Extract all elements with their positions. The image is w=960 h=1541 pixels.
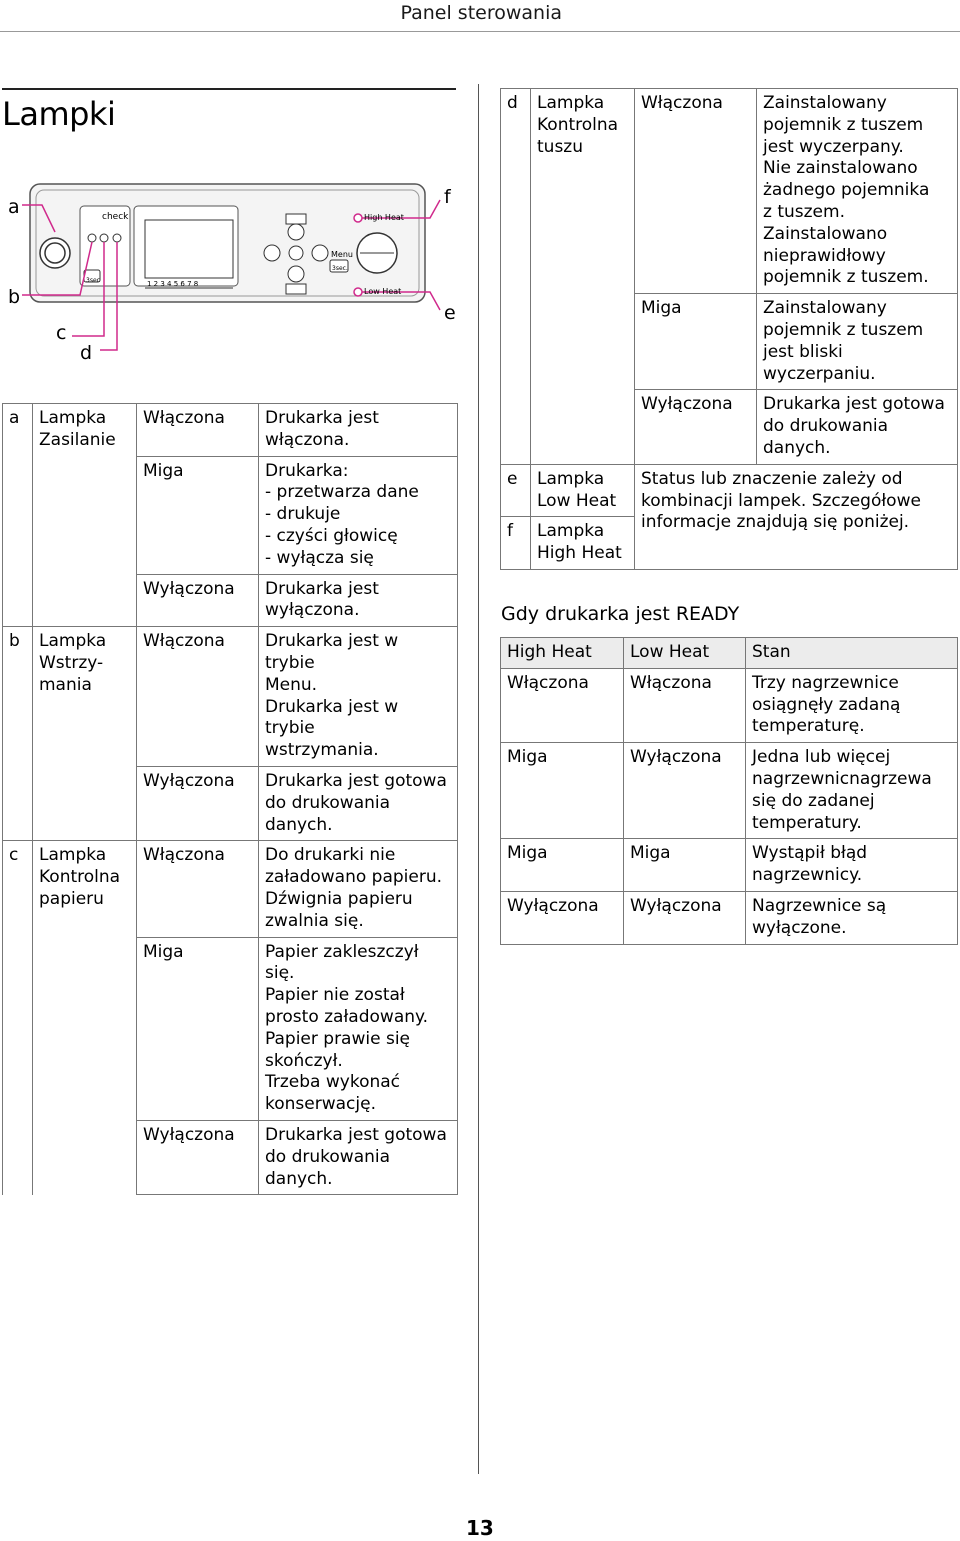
lamp-key: d [501,89,531,465]
section-rule [2,88,456,90]
lamp-state: Włączona [137,841,259,937]
lamp-description: Drukarka jest włączona. [259,404,458,457]
lamp-state: Wyłączona [635,390,757,464]
lamp-name: Lampka Kontrolna papieru [33,841,137,1195]
control-panel-figure [0,180,470,370]
ready-high-heat: Miga [501,743,624,839]
lamp-state: Włączona [635,89,757,294]
ready-state: Jedna lub więcej nagrzewnicnagrzewa się do zadanej temperatury. [746,743,958,839]
ready-table-header [501,638,958,669]
ready-state: Wystąpił błąd nagrzewnicy. [746,839,958,892]
page-number: 13 [466,1516,494,1540]
lamp-key: c [3,841,33,1195]
lamp-state: Miga [137,456,259,574]
lights-table-left [2,403,458,1195]
ready-state: Nagrzewnice są wyłączone. [746,891,958,944]
column-divider [478,84,479,1474]
lights-table-left-body [3,404,458,1195]
lamp-row [501,89,958,294]
page-header [0,0,960,32]
callout-label-f: f [444,186,451,208]
lamp-state: Wyłączona [137,1120,259,1194]
lamp-name: Lampka Low Heat [531,464,635,517]
ready-high-heat: Wyłączona [501,891,624,944]
ready-low-heat: Miga [624,839,746,892]
lamp-row [3,627,458,767]
lamp-state: Włączona [137,627,259,767]
ready-state: Trzy nagrzewnice osiągnęły zadaną temperaturę. [746,668,958,742]
scale-label: 1 2 3 4 5 6 7 8 [147,280,199,288]
control-panel-drawing [0,180,470,370]
lamp-description: Drukarka jest gotowa do drukowania danych. [259,766,458,840]
header-rule [0,31,960,32]
ready-low-heat: Włączona [624,668,746,742]
lamp-key: e [501,464,531,517]
lamp-description: Zainstalowany pojemnik z tuszem jest bliski wyczerpaniu. [757,294,958,390]
lamp-description: Drukarka jest gotowa do drukowania danych. [259,1120,458,1194]
ready-table-row [501,891,958,944]
lights-table-right [500,88,958,570]
callout-label-c: c [56,322,67,344]
callout-label-b: b [8,286,21,308]
lamp-description: Do drukarki nie załadowano papieru. Dźwignia papieru zwalnia się. [259,841,458,937]
lamp-description: Drukarka: - przetwarza dane - drukuje - czyści głowicę - wyłącza się [259,456,458,574]
ready-high-heat: Włączona [501,668,624,742]
lamp-key: a [3,404,33,627]
lamp-description: Drukarka jest wyłączona. [259,574,458,627]
low-heat-label: Low Heat [364,287,402,296]
ready-table-row [501,668,958,742]
menu-label: Menu [331,250,353,259]
lamp-description: Drukarka jest w trybie Menu. Drukarka jest w trybie wstrzymania. [259,627,458,767]
header-title: Panel sterowania [400,2,562,24]
ready-table-row [501,743,958,839]
ready-header-high-heat: High Heat [501,638,624,669]
lamp-description: Drukarka jest gotowa do drukowania danych. [757,390,958,464]
high-heat-label: High Heat [364,213,404,222]
ready-low-heat: Wyłączona [624,891,746,944]
ready-table-row [501,839,958,892]
lamp-state: Włączona [137,404,259,457]
ready-header-low-heat: Low Heat [624,638,746,669]
lamp-name: Lampka High Heat [531,517,635,570]
check-label: check [102,212,129,222]
lamp-row [3,404,458,457]
lamp-row [501,464,958,517]
callout-label-d: d [80,342,93,364]
lamp-row [3,841,458,937]
ready-header-state: Stan [746,638,958,669]
lamp-name: Lampka Kontrolna tuszu [531,89,635,465]
lamp-state: Miga [635,294,757,390]
sec-label-menu: 3sec. [332,265,348,272]
ready-title: Gdy drukarka jest READY [501,603,740,625]
callout-label-a: a [8,196,20,218]
section-title: Lampki [2,95,116,133]
lamp-state: Miga [137,937,259,1120]
lamp-description: Status lub znaczenie zależy od kombinacji lampek. Szczegółowe informacje znajdują się poniżej. [635,464,958,569]
lamp-name: Lampka Wstrzy- mania [33,627,137,841]
lamp-state: Wyłączona [137,766,259,840]
lamp-description: Papier zakleszczył się. Papier nie został prosto załadowany. Papier prawie się skończył. Trzeba wykonać konserwację. [259,937,458,1120]
ready-high-heat: Miga [501,839,624,892]
sec-label-left: 3sec [86,277,100,284]
ready-low-heat: Wyłączona [624,743,746,839]
ready-table-body [501,668,958,944]
lamp-description: Zainstalowany pojemnik z tuszem jest wyczerpany. Nie zainstalowano żadnego pojemnika z tuszem. Zainstalowano nieprawidłowy pojemnik z tuszem. [757,89,958,294]
ready-table [500,637,958,945]
lights-table-right-body [501,89,958,570]
lamp-key: f [501,517,531,570]
lamp-state: Wyłączona [137,574,259,627]
callout-label-e: e [444,302,456,324]
lamp-key: b [3,627,33,841]
lamp-name: Lampka Zasilanie [33,404,137,627]
